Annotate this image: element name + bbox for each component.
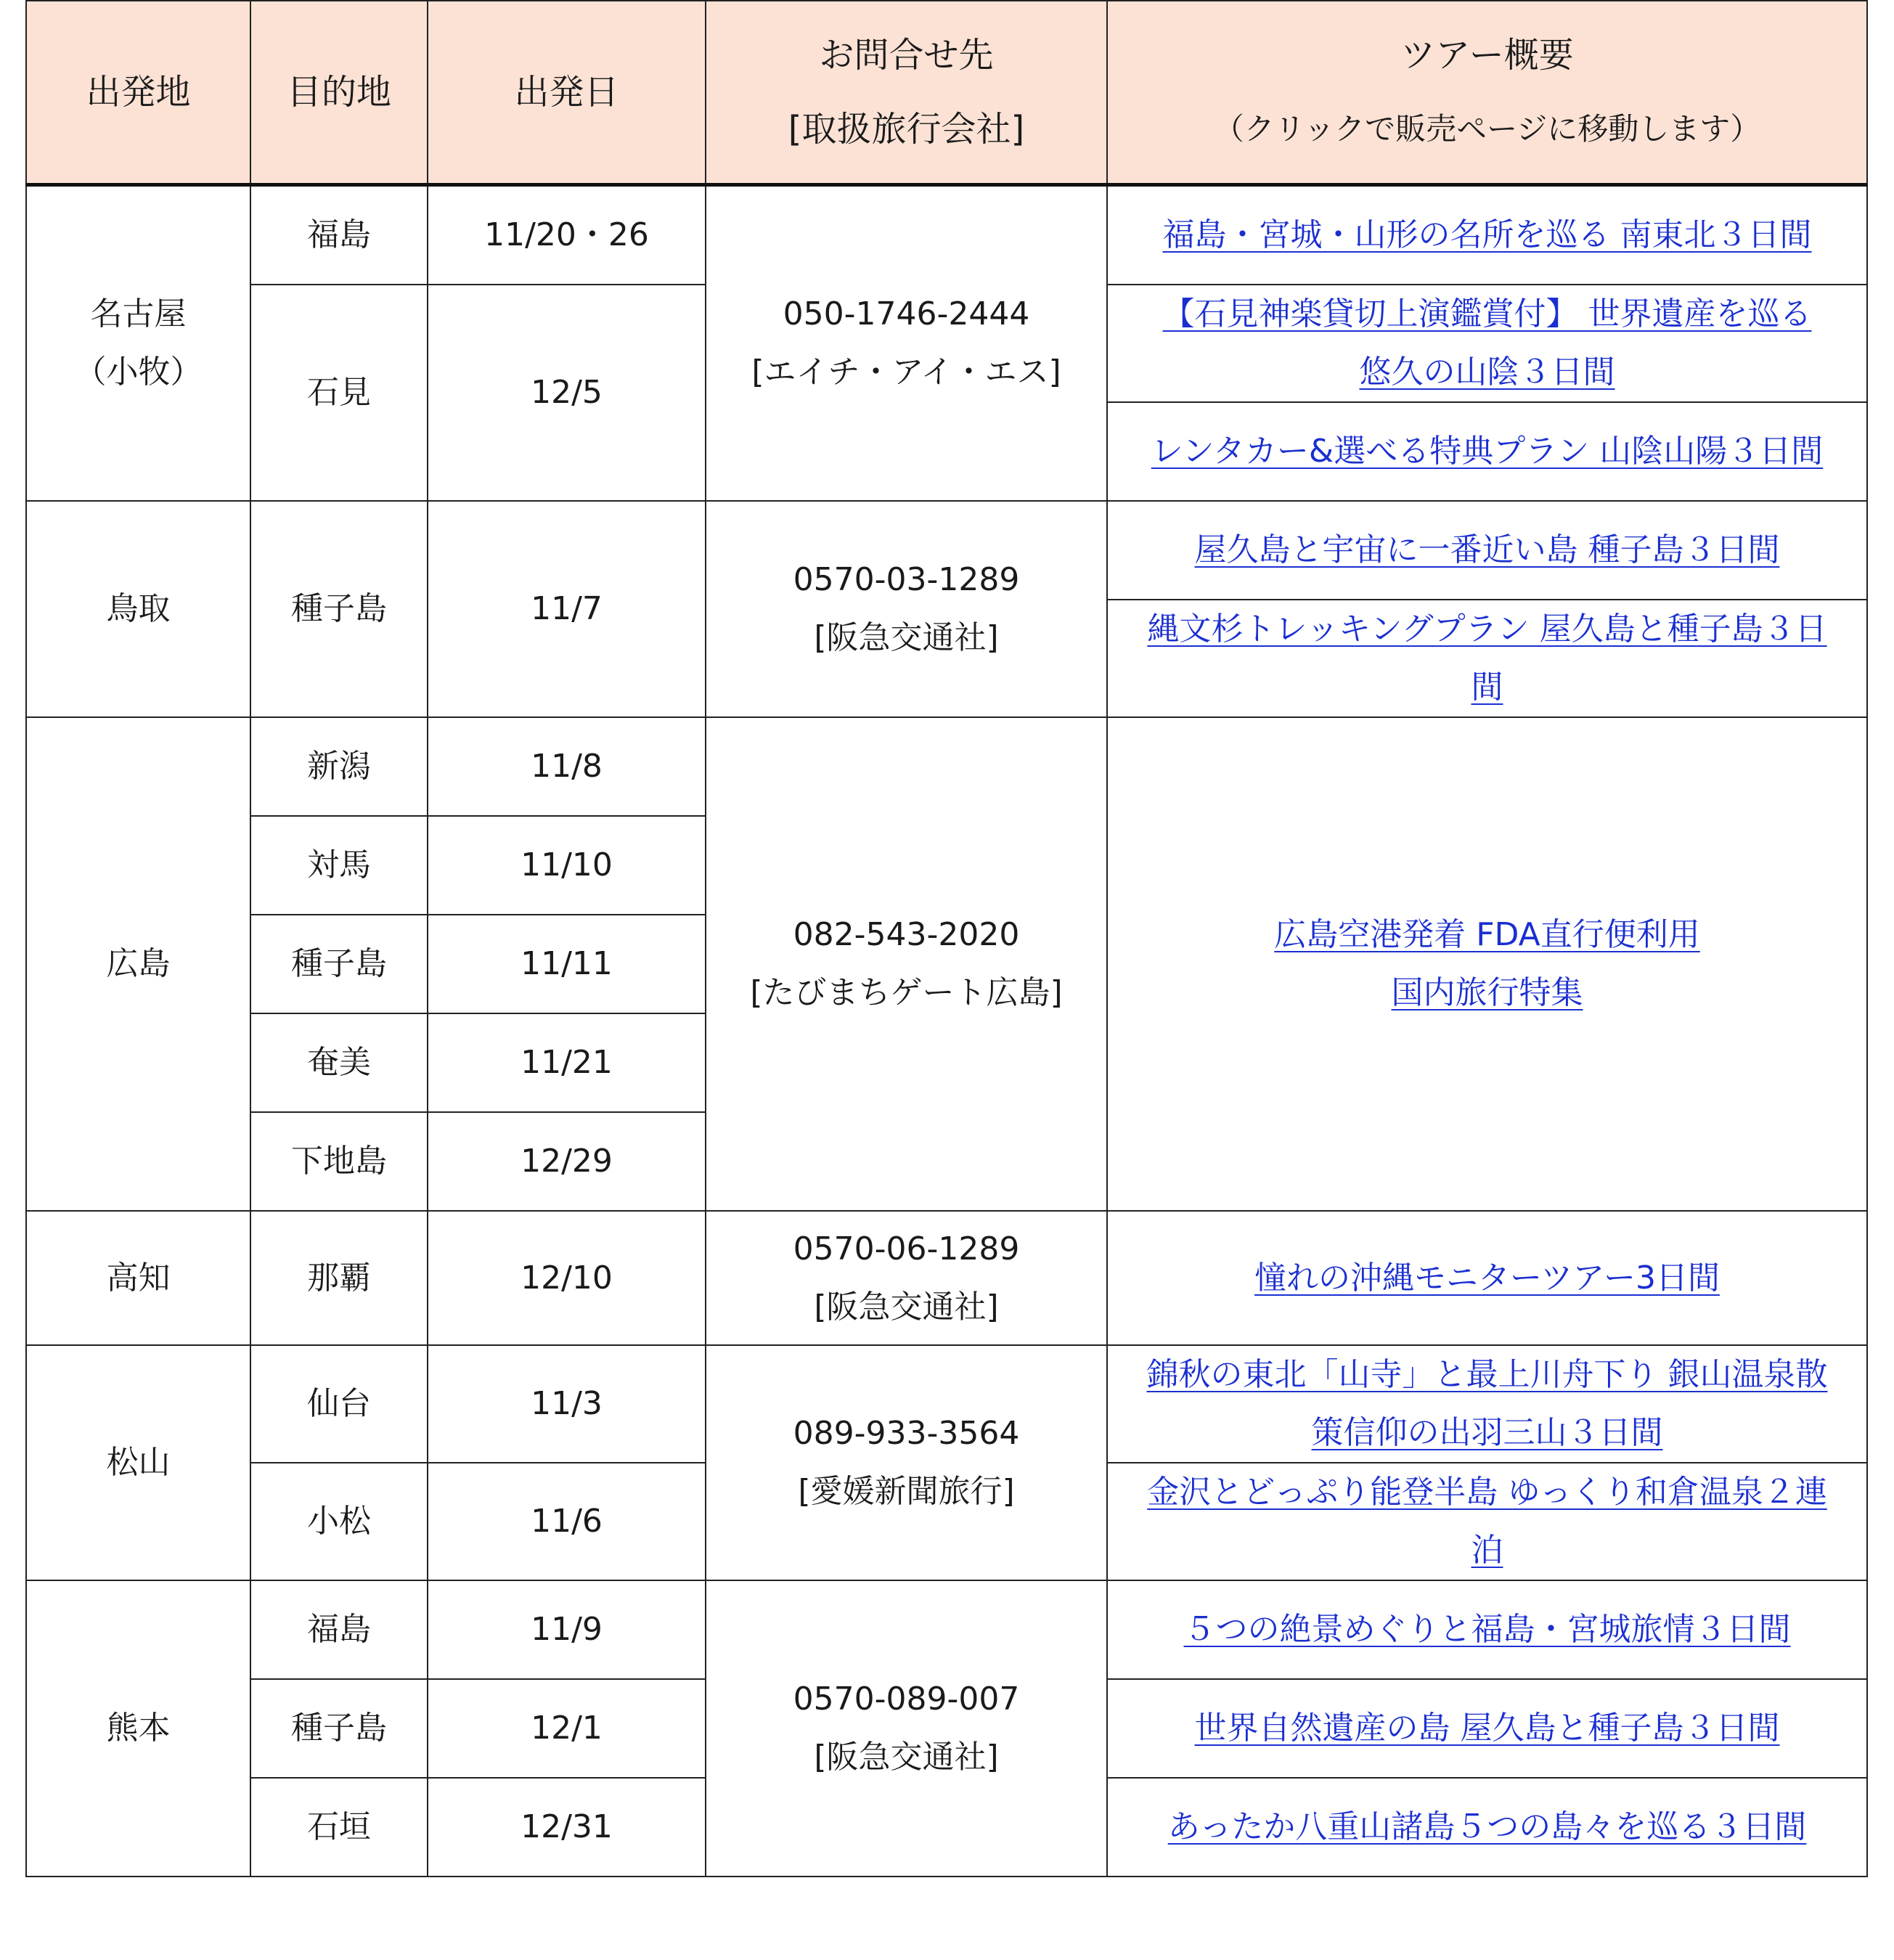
tour-cell — [1107, 1679, 1867, 1778]
contact-company: [阪急交通社] — [814, 1739, 999, 1776]
table-row — [26, 1211, 1867, 1345]
date-cell: 12/5 — [428, 285, 706, 501]
contact-cell — [706, 717, 1107, 1211]
date-cell: 11/20・26 — [428, 185, 706, 285]
tour-cell — [1107, 1778, 1867, 1877]
origin-cell: 広島 — [26, 717, 250, 1211]
tour-link[interactable]: 錦秋の東北「山寺」と最上川舟下り 銀山温泉散 策信仰の出羽三山３日間 — [1146, 1356, 1828, 1451]
contact-phone: 089-933-3564 — [793, 1415, 1020, 1452]
destination-cell: 奄美 — [250, 1013, 428, 1112]
destination-cell: 種子島 — [250, 915, 428, 1013]
tour-cell — [1107, 285, 1867, 402]
date-cell: 11/9 — [428, 1580, 706, 1679]
destination-cell: 那覇 — [250, 1211, 428, 1345]
destination-cell: 新潟 — [250, 717, 428, 816]
contact-cell — [706, 501, 1107, 717]
header-tour-line1: ツアー概要 — [1400, 35, 1574, 75]
tour-link[interactable]: ５つの絶景めぐりと福島・宮城旅情３日間 — [1183, 1611, 1791, 1648]
table-row — [26, 1580, 1867, 1679]
origin-cell: 高知 — [26, 1211, 250, 1345]
origin-label: 名古屋 — [90, 295, 187, 332]
destination-cell: 種子島 — [250, 501, 428, 717]
date-cell: 11/3 — [428, 1345, 706, 1463]
header-contact — [706, 1, 1107, 185]
tour-cell — [1107, 1580, 1867, 1679]
table-row — [26, 717, 1867, 816]
contact-cell — [706, 185, 1107, 502]
table-row — [26, 185, 1867, 285]
contact-phone: 0570-089-007 — [793, 1681, 1020, 1718]
contact-phone: 050-1746-2444 — [783, 295, 1030, 332]
tour-link[interactable]: 屋久島と宇宙に一番近い島 種子島３日間 — [1194, 531, 1780, 568]
contact-company: [エイチ・アイ・エス] — [751, 354, 1061, 391]
date-cell: 12/10 — [428, 1211, 706, 1345]
tour-link[interactable]: 世界自然遺産の島 屋久島と種子島３日間 — [1194, 1710, 1780, 1747]
contact-cell — [706, 1580, 1107, 1877]
tour-link[interactable]: あったか八重山諸島５つの島々を巡る３日間 — [1167, 1808, 1807, 1845]
tour-link[interactable]: 福島・宮城・山形の名所を巡る 南東北３日間 — [1162, 216, 1812, 253]
contact-company: [愛媛新聞旅行] — [798, 1473, 1015, 1510]
header-origin: 出発地 — [26, 1, 250, 185]
destination-cell: 種子島 — [250, 1679, 428, 1778]
destination-cell: 小松 — [250, 1463, 428, 1580]
tour-link[interactable]: 縄文杉トレッキングプラン 屋久島と種子島３日 間 — [1147, 611, 1827, 706]
date-cell: 11/6 — [428, 1463, 706, 1580]
tour-cell — [1107, 1345, 1867, 1463]
date-cell: 11/21 — [428, 1013, 706, 1112]
tour-link[interactable]: 【石見神楽貸切上演鑑賞付】 世界遺産を巡る 悠久の山陰３日間 — [1162, 295, 1812, 391]
date-cell: 11/11 — [428, 915, 706, 1013]
origin-cell: 熊本 — [26, 1580, 250, 1877]
header-tour-line2: （クリックで販売ページに移動します） — [1213, 111, 1761, 147]
header-row — [26, 1, 1867, 185]
contact-company: [たびまちゲート広島] — [750, 974, 1063, 1011]
date-cell: 12/1 — [428, 1679, 706, 1778]
destination-cell: 石垣 — [250, 1778, 428, 1877]
tour-cell — [1107, 501, 1867, 600]
date-cell: 12/31 — [428, 1778, 706, 1877]
destination-cell: 福島 — [250, 185, 428, 285]
date-cell: 11/7 — [428, 501, 706, 717]
tour-cell — [1107, 717, 1867, 1211]
header-contact-line1: お問合せ先 — [819, 35, 994, 75]
header-destination: 目的地 — [250, 1, 428, 185]
destination-cell: 仙台 — [250, 1345, 428, 1463]
tour-cell — [1107, 600, 1867, 717]
header-contact-line2: [取扱旅行会社] — [788, 109, 1025, 150]
origin-cell: 鳥取 — [26, 501, 250, 717]
destination-cell: 下地島 — [250, 1112, 428, 1211]
destination-cell: 対馬 — [250, 816, 428, 915]
tour-link[interactable]: 広島空港発着 FDA直行便利用 国内旅行特集 — [1274, 916, 1700, 1011]
contact-company: [阪急交通社] — [814, 1288, 999, 1326]
origin-label-sub: （小牧） — [74, 354, 203, 391]
header-date: 出発日 — [428, 1, 706, 185]
tour-link[interactable]: 金沢とどっぷり能登半島 ゆっくり和倉温泉２連 泊 — [1147, 1474, 1827, 1569]
contact-cell — [706, 1211, 1107, 1345]
tour-cell — [1107, 1211, 1867, 1345]
table-row — [26, 1345, 1867, 1463]
destination-cell: 福島 — [250, 1580, 428, 1679]
tour-cell — [1107, 402, 1867, 501]
origin-cell — [26, 185, 250, 502]
contact-phone: 0570-06-1289 — [793, 1230, 1020, 1267]
contact-company: [阪急交通社] — [814, 619, 999, 656]
date-cell: 12/29 — [428, 1112, 706, 1211]
contact-phone: 082-543-2020 — [793, 916, 1020, 953]
table-row — [26, 501, 1867, 600]
header-tour — [1107, 1, 1867, 185]
date-cell: 11/10 — [428, 816, 706, 915]
tour-cell — [1107, 185, 1867, 285]
tour-cell — [1107, 1463, 1867, 1580]
destination-cell: 石見 — [250, 285, 428, 501]
tour-table — [25, 0, 1868, 1877]
date-cell: 11/8 — [428, 717, 706, 816]
tour-link[interactable]: レンタカー&選べる特典プラン 山陰山陽３日間 — [1151, 433, 1824, 470]
tour-link[interactable]: 憧れの沖縄モニターツアー3日間 — [1254, 1259, 1720, 1297]
contact-phone: 0570-03-1289 — [793, 561, 1020, 598]
origin-cell: 松山 — [26, 1345, 250, 1580]
contact-cell — [706, 1345, 1107, 1580]
